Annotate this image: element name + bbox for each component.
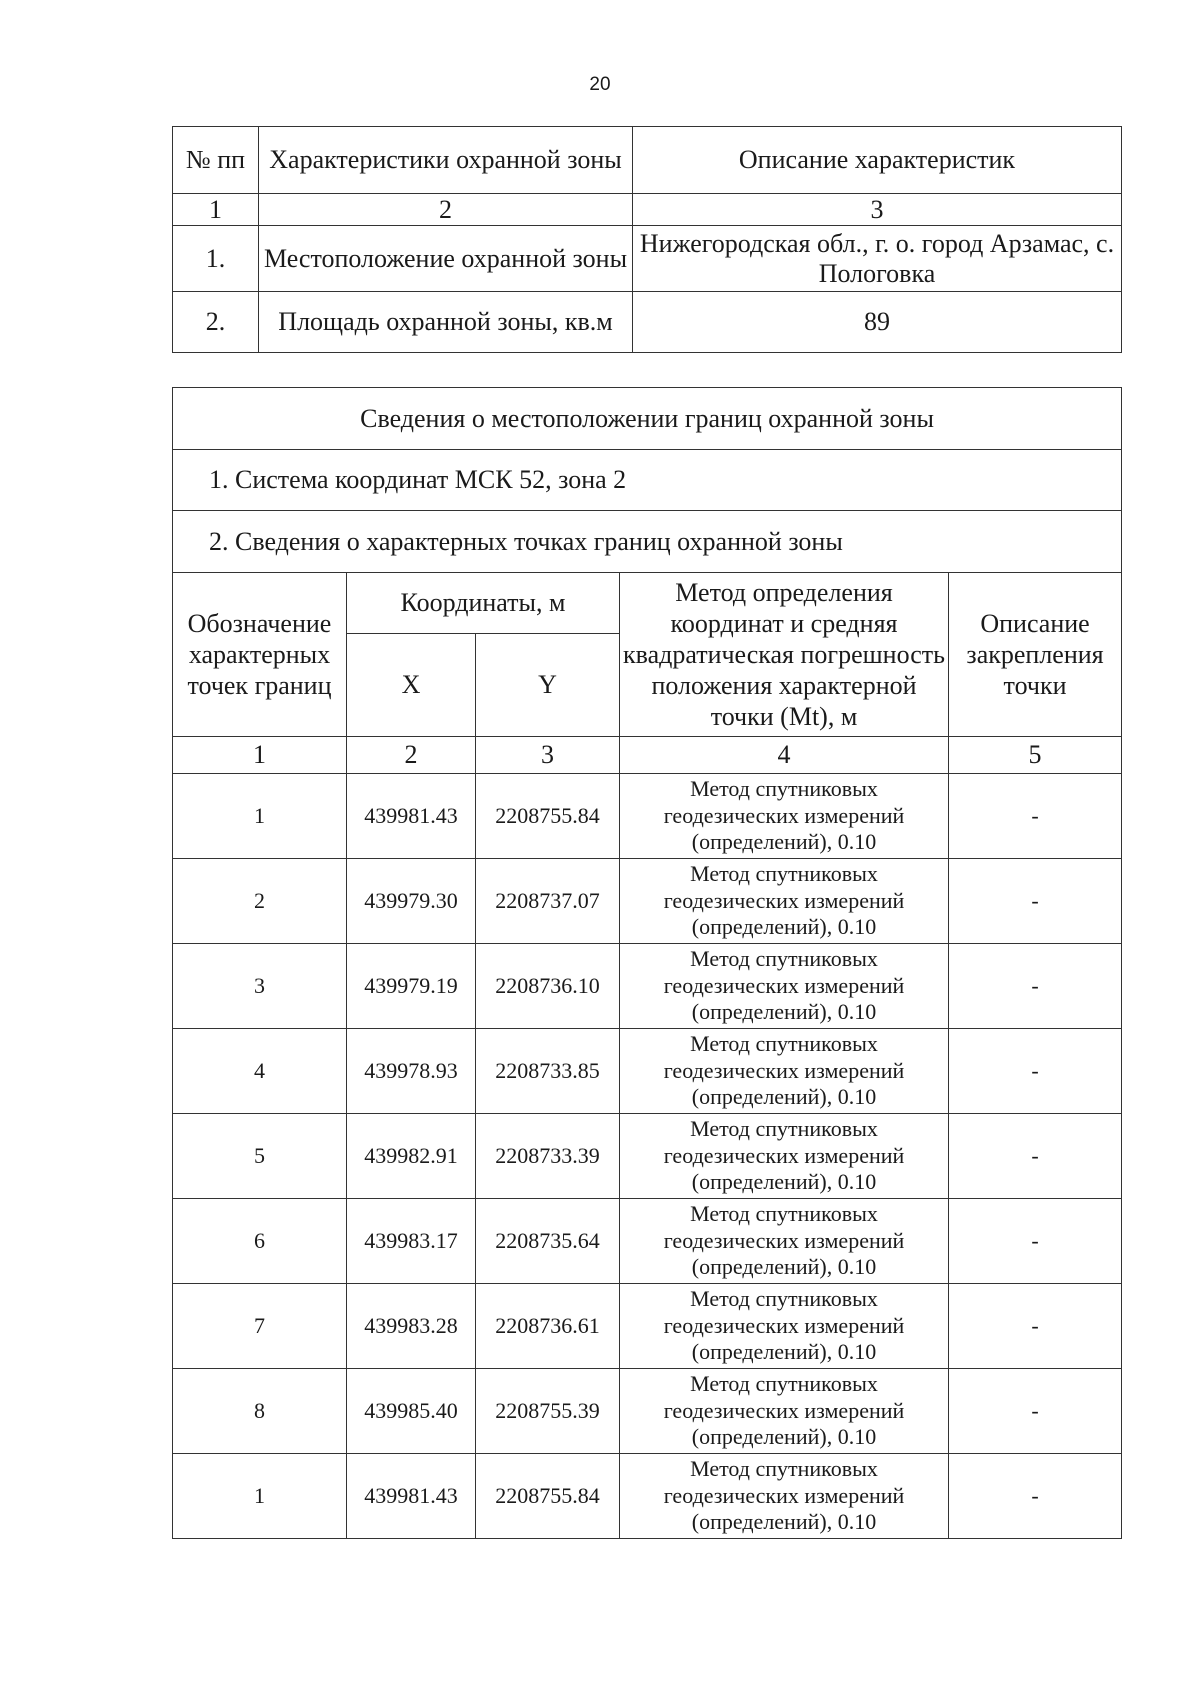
column-number-row bbox=[173, 737, 1122, 774]
row-fixing: - bbox=[949, 774, 1122, 859]
row-x: 439981.43 bbox=[347, 1454, 476, 1539]
table-title: Сведения о местоположении границ охранной зоны bbox=[173, 388, 1122, 450]
table-row bbox=[173, 1029, 1122, 1114]
row-point: 1 bbox=[173, 774, 347, 859]
col-number: 2 bbox=[347, 737, 476, 774]
header-method: Метод определения координат и средняя квадратическая погрешность положения характерной точки (Mt), м bbox=[620, 573, 949, 737]
row-x: 439985.40 bbox=[347, 1369, 476, 1454]
points-header-row bbox=[173, 511, 1122, 573]
table-row bbox=[173, 226, 1122, 292]
row-point: 4 bbox=[173, 1029, 347, 1114]
row-x: 439983.17 bbox=[347, 1199, 476, 1284]
header-characteristic: Характеристики охранной зоны bbox=[259, 127, 633, 194]
row-num: 2. bbox=[173, 292, 259, 353]
row-y: 2208736.10 bbox=[476, 944, 620, 1029]
zone-characteristics-table bbox=[172, 126, 1122, 353]
header-designation: Обозначение характерных точек границ bbox=[173, 573, 347, 737]
table-row bbox=[173, 1284, 1122, 1369]
table-row bbox=[173, 944, 1122, 1029]
coord-system-row bbox=[173, 450, 1122, 511]
row-fixing: - bbox=[949, 1454, 1122, 1539]
points-header: 2. Сведения о характерных точках границ охранной зоны bbox=[173, 511, 1122, 573]
row-description: 89 bbox=[633, 292, 1122, 353]
row-fixing: - bbox=[949, 1199, 1122, 1284]
coord-system: 1. Система координат МСК 52, зона 2 bbox=[173, 450, 1122, 511]
row-characteristic: Площадь охранной зоны, кв.м bbox=[259, 292, 633, 353]
row-point: 3 bbox=[173, 944, 347, 1029]
row-x: 439982.91 bbox=[347, 1114, 476, 1199]
row-point: 5 bbox=[173, 1114, 347, 1199]
col-number: 1 bbox=[173, 737, 347, 774]
row-x: 439978.93 bbox=[347, 1029, 476, 1114]
table-row bbox=[173, 1114, 1122, 1199]
row-x: 439983.28 bbox=[347, 1284, 476, 1369]
table-row bbox=[173, 1199, 1122, 1284]
row-y: 2208737.07 bbox=[476, 859, 620, 944]
page-number: 20 bbox=[589, 74, 611, 95]
header-description: Описание характеристик bbox=[633, 127, 1122, 194]
row-method: Метод спутниковых геодезических измерений (определений), 0.10 bbox=[620, 1029, 949, 1114]
row-x: 439981.43 bbox=[347, 774, 476, 859]
header-x: X bbox=[347, 634, 476, 737]
col-number: 3 bbox=[476, 737, 620, 774]
table-header-row bbox=[173, 573, 1122, 634]
row-description: Нижегородская обл., г. о. город Арзамас, с. Пологовка bbox=[633, 226, 1122, 292]
row-x: 439979.30 bbox=[347, 859, 476, 944]
row-method: Метод спутниковых геодезических измерений (определений), 0.10 bbox=[620, 859, 949, 944]
row-num: 1. bbox=[173, 226, 259, 292]
table-row bbox=[173, 1454, 1122, 1539]
row-y: 2208736.61 bbox=[476, 1284, 620, 1369]
points-body bbox=[173, 774, 1122, 1539]
col-number: 5 bbox=[949, 737, 1122, 774]
row-y: 2208735.64 bbox=[476, 1199, 620, 1284]
row-fixing: - bbox=[949, 1284, 1122, 1369]
row-y: 2208755.84 bbox=[476, 774, 620, 859]
header-coordinates: Координаты, м bbox=[347, 573, 620, 634]
row-method: Метод спутниковых геодезических измерений (определений), 0.10 bbox=[620, 1114, 949, 1199]
row-method: Метод спутниковых геодезических измерений (определений), 0.10 bbox=[620, 1369, 949, 1454]
row-y: 2208755.84 bbox=[476, 1454, 620, 1539]
row-x: 439979.19 bbox=[347, 944, 476, 1029]
row-method: Метод спутниковых геодезических измерений (определений), 0.10 bbox=[620, 1454, 949, 1539]
col-number: 2 bbox=[259, 194, 633, 226]
col-number: 3 bbox=[633, 194, 1122, 226]
header-num: № пп bbox=[173, 127, 259, 194]
row-characteristic: Местоположение охранной зоны bbox=[259, 226, 633, 292]
row-method: Метод спутниковых геодезических измерений (определений), 0.10 bbox=[620, 1284, 949, 1369]
row-method: Метод спутниковых геодезических измерений (определений), 0.10 bbox=[620, 1199, 949, 1284]
table-row bbox=[173, 1369, 1122, 1454]
table-row bbox=[173, 774, 1122, 859]
row-fixing: - bbox=[949, 1114, 1122, 1199]
row-fixing: - bbox=[949, 1029, 1122, 1114]
row-y: 2208733.39 bbox=[476, 1114, 620, 1199]
row-fixing: - bbox=[949, 944, 1122, 1029]
row-method: Метод спутниковых геодезических измерений (определений), 0.10 bbox=[620, 944, 949, 1029]
row-point: 2 bbox=[173, 859, 347, 944]
col-number: 1 bbox=[173, 194, 259, 226]
row-y: 2208733.85 bbox=[476, 1029, 620, 1114]
row-point: 6 bbox=[173, 1199, 347, 1284]
row-point: 8 bbox=[173, 1369, 347, 1454]
col-number: 4 bbox=[620, 737, 949, 774]
row-fixing: - bbox=[949, 1369, 1122, 1454]
table-row bbox=[173, 292, 1122, 353]
column-number-row bbox=[173, 194, 1122, 226]
header-y: Y bbox=[476, 634, 620, 737]
boundary-points-table bbox=[172, 387, 1122, 1539]
header-fixing: Описание закрепления точки bbox=[949, 573, 1122, 737]
table-title-row bbox=[173, 388, 1122, 450]
table-row bbox=[173, 859, 1122, 944]
row-fixing: - bbox=[949, 859, 1122, 944]
table-header-row bbox=[173, 127, 1122, 194]
row-point: 1 bbox=[173, 1454, 347, 1539]
row-method: Метод спутниковых геодезических измерений (определений), 0.10 bbox=[620, 774, 949, 859]
row-y: 2208755.39 bbox=[476, 1369, 620, 1454]
row-point: 7 bbox=[173, 1284, 347, 1369]
